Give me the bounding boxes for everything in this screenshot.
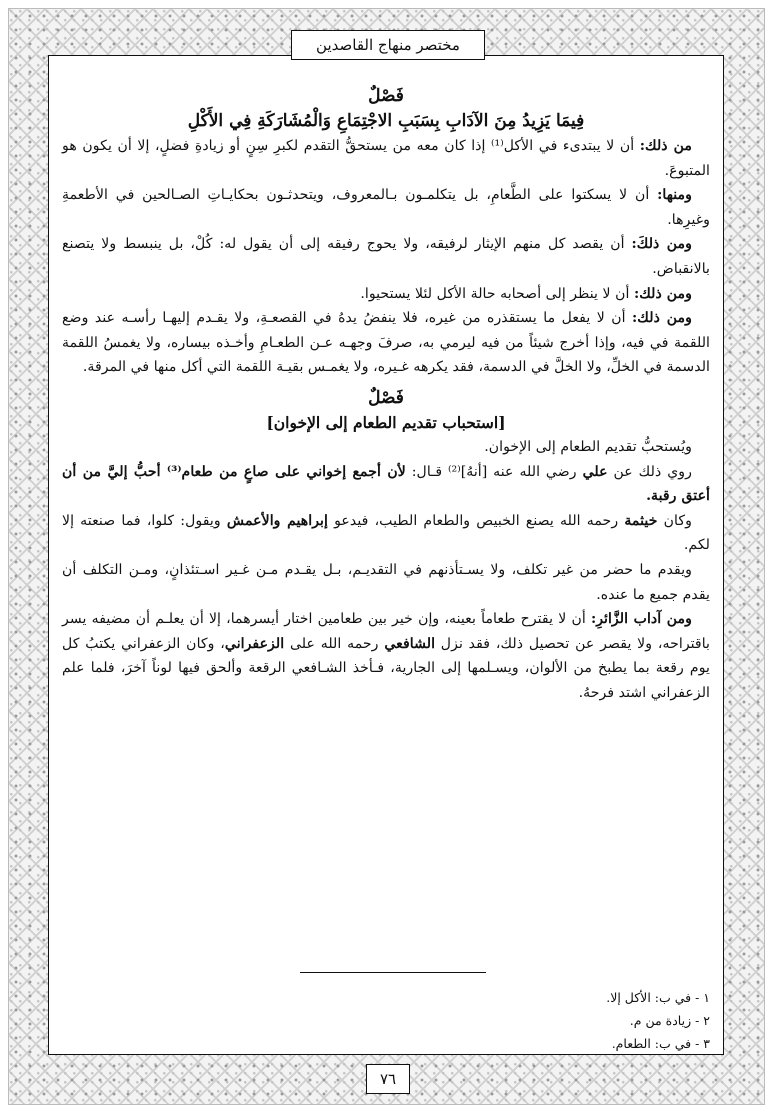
footnotes <box>62 986 710 1055</box>
footnote: ٣ - في ب: الطعام. <box>611 1036 710 1051</box>
paragraph: ومن ذلك: أن لا ينظر إلى أصحابه حالة الأكل لئلا يستحيوا. <box>360 285 692 302</box>
footnote: ٢ - زيادة من م. <box>629 1013 710 1028</box>
section-subheading: فِيمَا يَزِيدُ مِنَ الآدَابِ بِسَبَبِ الاجْتِمَاعِ وَالْمُشَارَكَةِ فِي الأَكْلِ <box>187 111 585 131</box>
section-subheading: [استحباب تقديم الطعام إلى الإخوان] <box>266 412 506 432</box>
page-number-box <box>366 1064 410 1094</box>
page-number: ٧٦ <box>379 1070 397 1088</box>
footnote: ١ - في ب: الأكل إلا. <box>606 990 710 1005</box>
section-heading: فَصْلٌ <box>368 387 404 408</box>
footnote-separator <box>300 972 486 973</box>
main-text <box>62 84 710 705</box>
section-heading: فَصْلٌ <box>368 86 404 106</box>
paragraph: ويُستحبُّ تقديم الطعام إلى الإخوان. <box>484 438 692 455</box>
paragraph: ومن ذلكَ: أن يقصد كل منهم الإيثار لرفيقه، ولا يحوج رفيقه إلى أن يقول له: كُلْ، بل ينبسط ولا يتصنع بالانقباض. <box>62 236 710 277</box>
book-title: مختصر منهاج القاصدين <box>316 36 460 54</box>
paragraph: وكان خيثمة رحمه الله يصنع الخبيص والطعام الطيب، فيدعو إبراهيم والأعمش ويقول: كلوا، فما صنعته إلا لكم. <box>62 512 710 554</box>
paragraph: ومنها: أن لا يسكتوا على الطَّعامِ، بل يتكلمـون بـالمعروف، ويتحدثـون بحكايـاتِ الصـالحين في الأطعمةِ وغيرِها. <box>62 187 710 228</box>
paragraph: ومن ذلك: أن لا يفعل ما يستقذره من غيره، فلا ينفضُ يدهُ في القصعـةِ، ولا يقـدم إليهـا رأسـه عند وضع اللقمة في فيه، وإذا أخرج شيئاً من فيه ليرمي به، صرفَ وجهـه عـن الطعـامِ وأخـذه بيساره، ولا يغمسُ اللقمة الدسمة في الخلِّ، ولا الخلَّ في الدسمة، فقد يكرهه غـيره، ولا يغمـس بقيـة اللقمة التي أكل منها في المرقة. <box>62 310 710 376</box>
paragraph: ومن آداب الزَّائرِ: أن لا يقترح طعاماً بعينه، وإن خير بين طعامين اختار أيسرهما، إلا أن يعلـم أن مضيفه يسر باقتراحه، ولا يقصر عن تحصيل ذلك، فقد نزل الشافعي رحمه الله على الزعفراني، وكان الزعفراني يكتبُ كل يوم رقعة بما يطبخ من الألوان، ويسـلمها إلى الجارية، فـأخذ الشـافعي الرقعة وألحق فيها لوناً آخرَ، فلما علم الزعفراني اشتد فرحهُ. <box>62 611 710 701</box>
paragraph: روي ذلك عن علي رضي الله عنه [أنهُ]⁽²⁾ قـال: لأن أجمع إخواني على صاعٍ من طعام⁽³⁾ أحبُّ إليَّ من أن أعتق رقبة. <box>62 463 710 505</box>
book-title-box <box>291 30 485 60</box>
paragraph: ويقدم ما حضر من غير تكلف، ولا يسـتأذنهم في التقديـم، بـل يقـدم مـن غـير اسـتئذانٍ، ومـن التكلف أن يقدم جميع ما عنده. <box>62 561 710 603</box>
paragraph: من ذلك: أن لا يبتدىء في الأكل⁽¹⁾ إذا كان معه من يستحقُّ التقدم لكبرِ سِنٍ أو زيادةِ فضلٍ، إلا أن يكون هو المتبوعَ. <box>62 138 710 179</box>
